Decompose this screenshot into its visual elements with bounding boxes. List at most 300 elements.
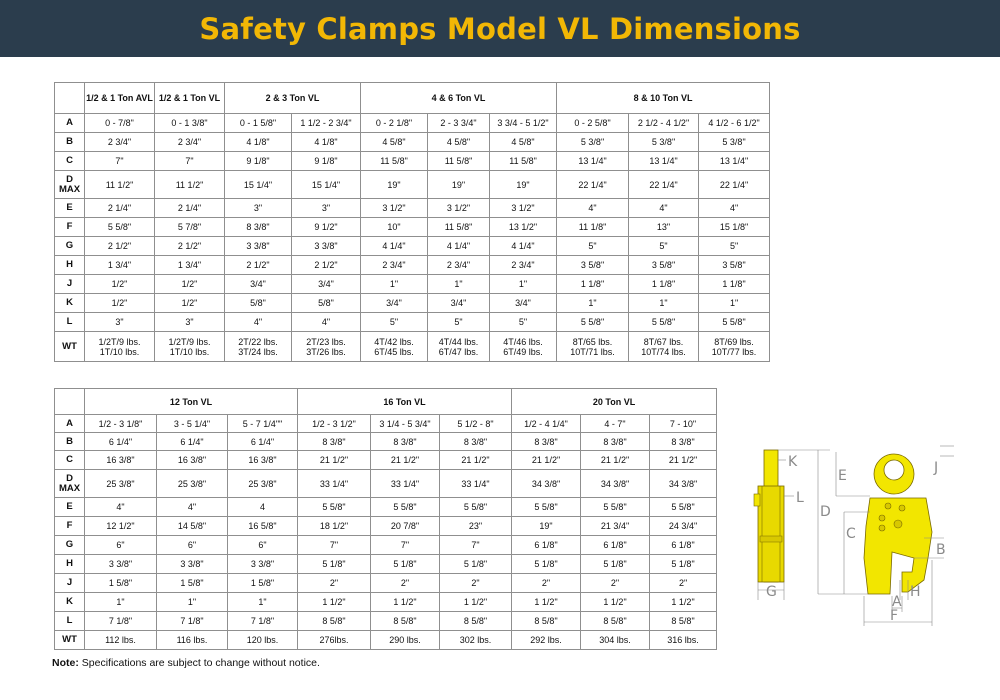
table-cell: 4" <box>85 498 157 517</box>
table-cell: 2 3/4" <box>361 256 428 275</box>
table-cell: 6 1/8" <box>581 536 650 555</box>
table-cell: 4" <box>157 498 228 517</box>
row-label-cell: C <box>55 451 85 470</box>
header-cell: 2 & 3 Ton VL <box>225 83 361 114</box>
table-cell: 1/2 - 3 1/2" <box>298 415 371 433</box>
table-row <box>55 171 770 199</box>
table-cell: 7" <box>85 152 155 171</box>
row-label-cell: H <box>55 256 85 275</box>
table-cell: 3/4" <box>428 294 490 313</box>
table-cell: 9 1/8" <box>292 152 361 171</box>
table-row <box>55 433 717 451</box>
table-cell: 2 3/4" <box>155 133 225 152</box>
table-row <box>55 517 717 536</box>
table-cell: 4 - 7" <box>581 415 650 433</box>
row-label-cell: H <box>55 555 85 574</box>
table-cell: 2" <box>512 574 581 593</box>
table-cell: 34 3/8" <box>581 470 650 498</box>
table-cell <box>85 332 155 362</box>
table-cell <box>629 332 699 362</box>
table-row <box>55 199 770 218</box>
table-cell: 7" <box>371 536 440 555</box>
dim-label-d: D <box>820 504 831 520</box>
table-cell: 1 1/2 - 2 3/4" <box>292 114 361 133</box>
table-cell: 7" <box>440 536 512 555</box>
dim-label-f: F <box>890 608 899 624</box>
table-cell: 9 1/2" <box>292 218 361 237</box>
table-cell: 2 - 3 3/4" <box>428 114 490 133</box>
table-cell: 3" <box>225 199 292 218</box>
table-cell: 11 5/8" <box>490 152 557 171</box>
table-cell: 1 1/2" <box>440 593 512 612</box>
table-cell: 276lbs. <box>298 631 371 650</box>
table-cell: 3/4" <box>490 294 557 313</box>
table-cell: 5 5/8" <box>512 498 581 517</box>
table-cell: 25 3/8" <box>85 470 157 498</box>
table-cell <box>225 332 292 362</box>
table-cell: 5" <box>699 237 770 256</box>
table-cell: 16 5/8" <box>228 517 298 536</box>
clamp-front-view <box>864 454 932 594</box>
table-cell: 4" <box>557 199 629 218</box>
table-cell: 2 3/4" <box>490 256 557 275</box>
row-label-line: D <box>66 472 73 484</box>
dim-label-l: L <box>796 490 804 506</box>
cell-line: 10T/71 lbs. <box>570 346 615 357</box>
table-cell: 5 5/8" <box>699 313 770 332</box>
table-cell: 13 1/2" <box>490 218 557 237</box>
table-row <box>55 498 717 517</box>
table-cell: 5 3/8" <box>557 133 629 152</box>
table-cell: 20 7/8" <box>371 517 440 536</box>
table-cell: 19" <box>512 517 581 536</box>
table-cell: 33 1/4" <box>371 470 440 498</box>
table-cell: 3" <box>85 313 155 332</box>
row-label-cell: E <box>55 199 85 218</box>
row-label-cell: F <box>55 218 85 237</box>
header-cell: 1/2 & 1 Ton AVL <box>85 83 155 114</box>
table-cell: 2 1/2" <box>225 256 292 275</box>
table-cell: 1/2" <box>85 294 155 313</box>
table-cell: 2 1/2" <box>292 256 361 275</box>
header-blank-cell <box>55 83 85 114</box>
table-cell: 5" <box>361 313 428 332</box>
table-cell: 4 1/4" <box>361 237 428 256</box>
cell-line: 1T/10 lbs. <box>99 346 140 357</box>
table-row <box>55 256 770 275</box>
row-label-line: MAX <box>58 183 81 195</box>
table-cell: 1 1/8" <box>629 275 699 294</box>
table-cell: 11 5/8" <box>361 152 428 171</box>
row-label-line: D <box>66 173 73 185</box>
table-cell: 4 5/8" <box>490 133 557 152</box>
row-label-cell: K <box>55 593 85 612</box>
table-cell: 2" <box>298 574 371 593</box>
table-cell: 1 1/8" <box>557 275 629 294</box>
table-cell: 2" <box>581 574 650 593</box>
table-cell: 5 1/8" <box>512 555 581 574</box>
table-cell <box>361 332 428 362</box>
row-label-cell <box>55 171 85 199</box>
table-cell: 1 1/8" <box>699 275 770 294</box>
table-cell: 25 3/8" <box>157 470 228 498</box>
table-cell: 4" <box>292 313 361 332</box>
table-cell: 15 1/8" <box>699 218 770 237</box>
table-cell: 5" <box>629 237 699 256</box>
row-label-cell: B <box>55 433 85 451</box>
table-cell: 18 1/2" <box>298 517 371 536</box>
table-cell: 5" <box>428 313 490 332</box>
table-cell: 8 5/8" <box>371 612 440 631</box>
table-cell: 1" <box>361 275 428 294</box>
table-cell: 2 1/4" <box>155 199 225 218</box>
table-cell: 0 - 1 3/8" <box>155 114 225 133</box>
table-cell: 1" <box>428 275 490 294</box>
table-cell: 0 - 1 5/8" <box>225 114 292 133</box>
table-cell: 302 lbs. <box>440 631 512 650</box>
table-cell: 1/2" <box>85 275 155 294</box>
table-cell: 1 5/8" <box>85 574 157 593</box>
table-cell: 8 3/8" <box>225 218 292 237</box>
table-row <box>55 133 770 152</box>
table-cell: 1" <box>629 294 699 313</box>
table-body <box>55 114 770 362</box>
dim-label-j: J <box>934 460 939 476</box>
cell-line: 2T/22 lbs. <box>238 336 278 347</box>
table-cell: 5 5/8" <box>581 498 650 517</box>
table-cell: 9 1/8" <box>225 152 292 171</box>
table-cell: 21 1/2" <box>298 451 371 470</box>
cell-line: 3T/24 lbs. <box>238 346 278 357</box>
table-cell: 1 3/4" <box>85 256 155 275</box>
table-cell: 8 5/8" <box>512 612 581 631</box>
table-cell: 1 1/2" <box>371 593 440 612</box>
table-cell: 7" <box>155 152 225 171</box>
table-cell <box>292 332 361 362</box>
table-cell: 33 1/4" <box>440 470 512 498</box>
table-cell: 1/2 - 4 1/4" <box>512 415 581 433</box>
table-cell: 1/2 - 3 1/8" <box>85 415 157 433</box>
table-cell: 4" <box>225 313 292 332</box>
table-cell: 4 <box>228 498 298 517</box>
table-cell: 3 3/8" <box>292 237 361 256</box>
table-cell: 5 1/8" <box>371 555 440 574</box>
table-cell: 19" <box>361 171 428 199</box>
row-label-cell: J <box>55 275 85 294</box>
table-cell: 4 1/4" <box>428 237 490 256</box>
table-cell: 304 lbs. <box>581 631 650 650</box>
table-body <box>55 415 717 650</box>
table-cell: 6 1/4" <box>228 433 298 451</box>
row-label-cell: G <box>55 237 85 256</box>
table-cell <box>155 332 225 362</box>
table-cell: 5 5/8" <box>298 498 371 517</box>
footnote <box>52 657 320 669</box>
table-row <box>55 152 770 171</box>
table-cell: 1" <box>228 593 298 612</box>
table-cell: 4 5/8" <box>428 133 490 152</box>
table-cell: 5 1/8" <box>650 555 717 574</box>
table-cell: 0 - 2 5/8" <box>557 114 629 133</box>
row-label-cell: A <box>55 415 85 433</box>
table-cell: 16 3/8" <box>157 451 228 470</box>
table-cell: 5 1/8" <box>298 555 371 574</box>
table-cell: 14 5/8" <box>157 517 228 536</box>
row-label-cell: C <box>55 152 85 171</box>
table-cell: 3" <box>155 313 225 332</box>
table-cell: 2 1/2" <box>155 237 225 256</box>
row-label-cell: G <box>55 536 85 555</box>
table-cell: 1" <box>490 275 557 294</box>
table-row <box>55 593 717 612</box>
table-cell: 15 1/4" <box>225 171 292 199</box>
table-row <box>55 218 770 237</box>
clamp-dimension-diagram <box>740 440 980 640</box>
table-cell: 6" <box>157 536 228 555</box>
table-cell: 19" <box>428 171 490 199</box>
table-cell: 21 1/2" <box>440 451 512 470</box>
table-cell: 11 1/8" <box>557 218 629 237</box>
table-cell: 5 1/8" <box>440 555 512 574</box>
table-cell: 5 5/8" <box>557 313 629 332</box>
table-cell: 15 1/4" <box>292 171 361 199</box>
table-cell: 5 - 7 1/4"" <box>228 415 298 433</box>
table-cell: 6 1/8" <box>650 536 717 555</box>
table-cell <box>490 332 557 362</box>
table-cell: 13 1/4" <box>557 152 629 171</box>
table-cell: 22 1/4" <box>629 171 699 199</box>
cell-line: 10T/77 lbs. <box>711 346 757 357</box>
table-row <box>55 114 770 133</box>
table-cell: 5 3/8" <box>699 133 770 152</box>
table-cell: 1 3/4" <box>155 256 225 275</box>
cell-line: 1/2T/9 lbs. <box>168 336 211 347</box>
dim-label-g: G <box>766 584 777 600</box>
cell-line: 8T/67 lbs. <box>643 336 684 347</box>
table-cell: 21 1/2" <box>650 451 717 470</box>
table-cell: 5/8" <box>292 294 361 313</box>
table-cell: 5 5/8" <box>650 498 717 517</box>
table-cell: 11 1/2" <box>85 171 155 199</box>
dim-label-e: E <box>838 468 847 484</box>
table-cell: 116 lbs. <box>157 631 228 650</box>
table-cell: 5 1/8" <box>581 555 650 574</box>
table-cell: 3/4" <box>225 275 292 294</box>
table-cell: 6 1/4" <box>157 433 228 451</box>
table-cell: 112 lbs. <box>85 631 157 650</box>
cell-line: 8T/65 lbs. <box>572 336 613 347</box>
cell-line: 6T/45 lbs. <box>374 346 414 357</box>
table-cell: 2 1/2 - 4 1/2" <box>629 114 699 133</box>
table-cell: 3 5/8" <box>699 256 770 275</box>
table-cell: 13 1/4" <box>629 152 699 171</box>
table-cell: 23" <box>440 517 512 536</box>
table-cell: 2 3/4" <box>85 133 155 152</box>
table-cell: 2 1/4" <box>85 199 155 218</box>
table-cell: 3 3/8" <box>225 237 292 256</box>
table-cell <box>557 332 629 362</box>
table-cell: 3 1/2" <box>361 199 428 218</box>
table-cell: 5 5/8" <box>629 313 699 332</box>
table-cell: 3 1/2" <box>490 199 557 218</box>
table-cell: 1 1/2" <box>298 593 371 612</box>
table-cell: 1 1/2" <box>512 593 581 612</box>
cell-line: 10T/74 lbs. <box>641 346 686 357</box>
table-row <box>55 555 717 574</box>
table-row <box>55 451 717 470</box>
table-cell: 3 5/8" <box>557 256 629 275</box>
table-cell: 5 7/8" <box>155 218 225 237</box>
table-row <box>55 470 717 498</box>
cell-line: 6T/49 lbs. <box>503 346 543 357</box>
table-cell: 292 lbs. <box>512 631 581 650</box>
table-cell: 5 5/8" <box>440 498 512 517</box>
table-cell: 1 1/2" <box>650 593 717 612</box>
clamp-side-view <box>754 450 784 582</box>
table-cell: 4 1/8" <box>292 133 361 152</box>
table-cell: 1" <box>85 593 157 612</box>
table-cell: 16 3/8" <box>85 451 157 470</box>
table-cell: 33 1/4" <box>298 470 371 498</box>
row-label-cell: J <box>55 574 85 593</box>
table-cell: 8 5/8" <box>298 612 371 631</box>
table-cell: 2 3/4" <box>428 256 490 275</box>
table-cell: 6" <box>228 536 298 555</box>
table-cell: 12 1/2" <box>85 517 157 536</box>
dim-label-a: A <box>892 594 902 610</box>
cell-line: 8T/69 lbs. <box>714 336 754 347</box>
table-cell: 1" <box>557 294 629 313</box>
footnote-label: Note: <box>52 657 79 669</box>
table-cell: 4" <box>629 199 699 218</box>
table-cell: 6 1/4" <box>85 433 157 451</box>
cell-line: 4T/44 lbs. <box>438 336 479 347</box>
cell-line: 6T/47 lbs. <box>438 346 479 357</box>
table-cell: 2 1/2" <box>85 237 155 256</box>
header-cell: 12 Ton VL <box>85 389 298 415</box>
table-cell: 3/4" <box>361 294 428 313</box>
table-cell: 5 3/8" <box>629 133 699 152</box>
table-cell <box>428 332 490 362</box>
table-cell: 120 lbs. <box>228 631 298 650</box>
row-label-cell: A <box>55 114 85 133</box>
table-cell: 3 - 5 1/4" <box>157 415 228 433</box>
table-cell: 8 3/8" <box>440 433 512 451</box>
table-cell: 5 5/8" <box>85 218 155 237</box>
table-cell: 8 5/8" <box>581 612 650 631</box>
table-cell <box>699 332 770 362</box>
page-title: Safety Clamps Model VL Dimensions <box>199 11 801 46</box>
table-cell: 3" <box>292 199 361 218</box>
table-cell: 4 1/4" <box>490 237 557 256</box>
table-cell: 7 1/8" <box>228 612 298 631</box>
table-row <box>55 612 717 631</box>
row-label-line: MAX <box>58 482 81 494</box>
table-cell: 8 5/8" <box>650 612 717 631</box>
row-label-cell: F <box>55 517 85 536</box>
cell-line: 4T/46 lbs. <box>503 336 543 347</box>
table-cell: 8 3/8" <box>298 433 371 451</box>
table-cell: 11 5/8" <box>428 152 490 171</box>
dimensions-table-large <box>54 388 717 650</box>
row-label-cell: WT <box>55 631 85 650</box>
table-cell: 0 - 7/8" <box>85 114 155 133</box>
dimensions-table-small <box>54 82 770 362</box>
table-cell: 1" <box>157 593 228 612</box>
table-cell: 21 3/4" <box>581 517 650 536</box>
table-cell: 8 3/8" <box>581 433 650 451</box>
table-header-row <box>55 389 717 415</box>
table-cell: 24 3/4" <box>650 517 717 536</box>
row-label-cell: L <box>55 313 85 332</box>
row-label-cell: L <box>55 612 85 631</box>
table-cell: 6" <box>85 536 157 555</box>
dim-label-c: C <box>846 526 856 542</box>
cell-line: 4T/42 lbs. <box>374 336 414 347</box>
table-cell: 21 1/2" <box>371 451 440 470</box>
table-cell: 13 1/4" <box>699 152 770 171</box>
table-cell: 16 3/8" <box>228 451 298 470</box>
dim-label-h: H <box>910 584 921 600</box>
table-cell: 21 1/2" <box>512 451 581 470</box>
table-cell: 2" <box>371 574 440 593</box>
table-cell: 3 1/4 - 5 3/4" <box>371 415 440 433</box>
table-cell: 34 3/8" <box>650 470 717 498</box>
page-header <box>0 0 1000 57</box>
table-cell: 1 5/8" <box>228 574 298 593</box>
table-cell: 3 5/8" <box>629 256 699 275</box>
table-cell: 4 1/8" <box>225 133 292 152</box>
table-cell: 7 1/8" <box>85 612 157 631</box>
table-cell: 2" <box>650 574 717 593</box>
table-cell: 4" <box>699 199 770 218</box>
table-cell: 5" <box>557 237 629 256</box>
row-label-cell: WT <box>55 332 85 362</box>
table-cell: 3 3/8" <box>228 555 298 574</box>
table-cell: 1/2" <box>155 275 225 294</box>
table-cell: 25 3/8" <box>228 470 298 498</box>
table-cell: 3 3/8" <box>85 555 157 574</box>
table-cell: 13" <box>629 218 699 237</box>
table-cell: 4 5/8" <box>361 133 428 152</box>
cell-line: 3T/26 lbs. <box>306 346 346 357</box>
table-cell: 1/2" <box>155 294 225 313</box>
table-cell: 11 5/8" <box>428 218 490 237</box>
header-cell: 8 & 10 Ton VL <box>557 83 770 114</box>
table-cell: 8 5/8" <box>440 612 512 631</box>
table-cell: 22 1/4" <box>557 171 629 199</box>
header-blank-cell <box>55 389 85 415</box>
dim-label-b: B <box>936 542 946 558</box>
table-cell: 316 lbs. <box>650 631 717 650</box>
table-cell: 3 3/8" <box>157 555 228 574</box>
table-cell: 8 3/8" <box>650 433 717 451</box>
table-cell: 1 1/2" <box>581 593 650 612</box>
header-cell: 1/2 & 1 Ton VL <box>155 83 225 114</box>
table-row <box>55 237 770 256</box>
table-cell: 1 5/8" <box>157 574 228 593</box>
table-cell: 19" <box>490 171 557 199</box>
table-cell: 290 lbs. <box>371 631 440 650</box>
table-cell: 5" <box>490 313 557 332</box>
footnote-text: Specifications are subject to change without notice. <box>78 657 320 669</box>
header-cell: 4 & 6 Ton VL <box>361 83 557 114</box>
row-label-cell: E <box>55 498 85 517</box>
header-cell: 16 Ton VL <box>298 389 512 415</box>
table-cell: 3/4" <box>292 275 361 294</box>
table-cell: 11 1/2" <box>155 171 225 199</box>
table-cell: 5 1/2 - 8" <box>440 415 512 433</box>
